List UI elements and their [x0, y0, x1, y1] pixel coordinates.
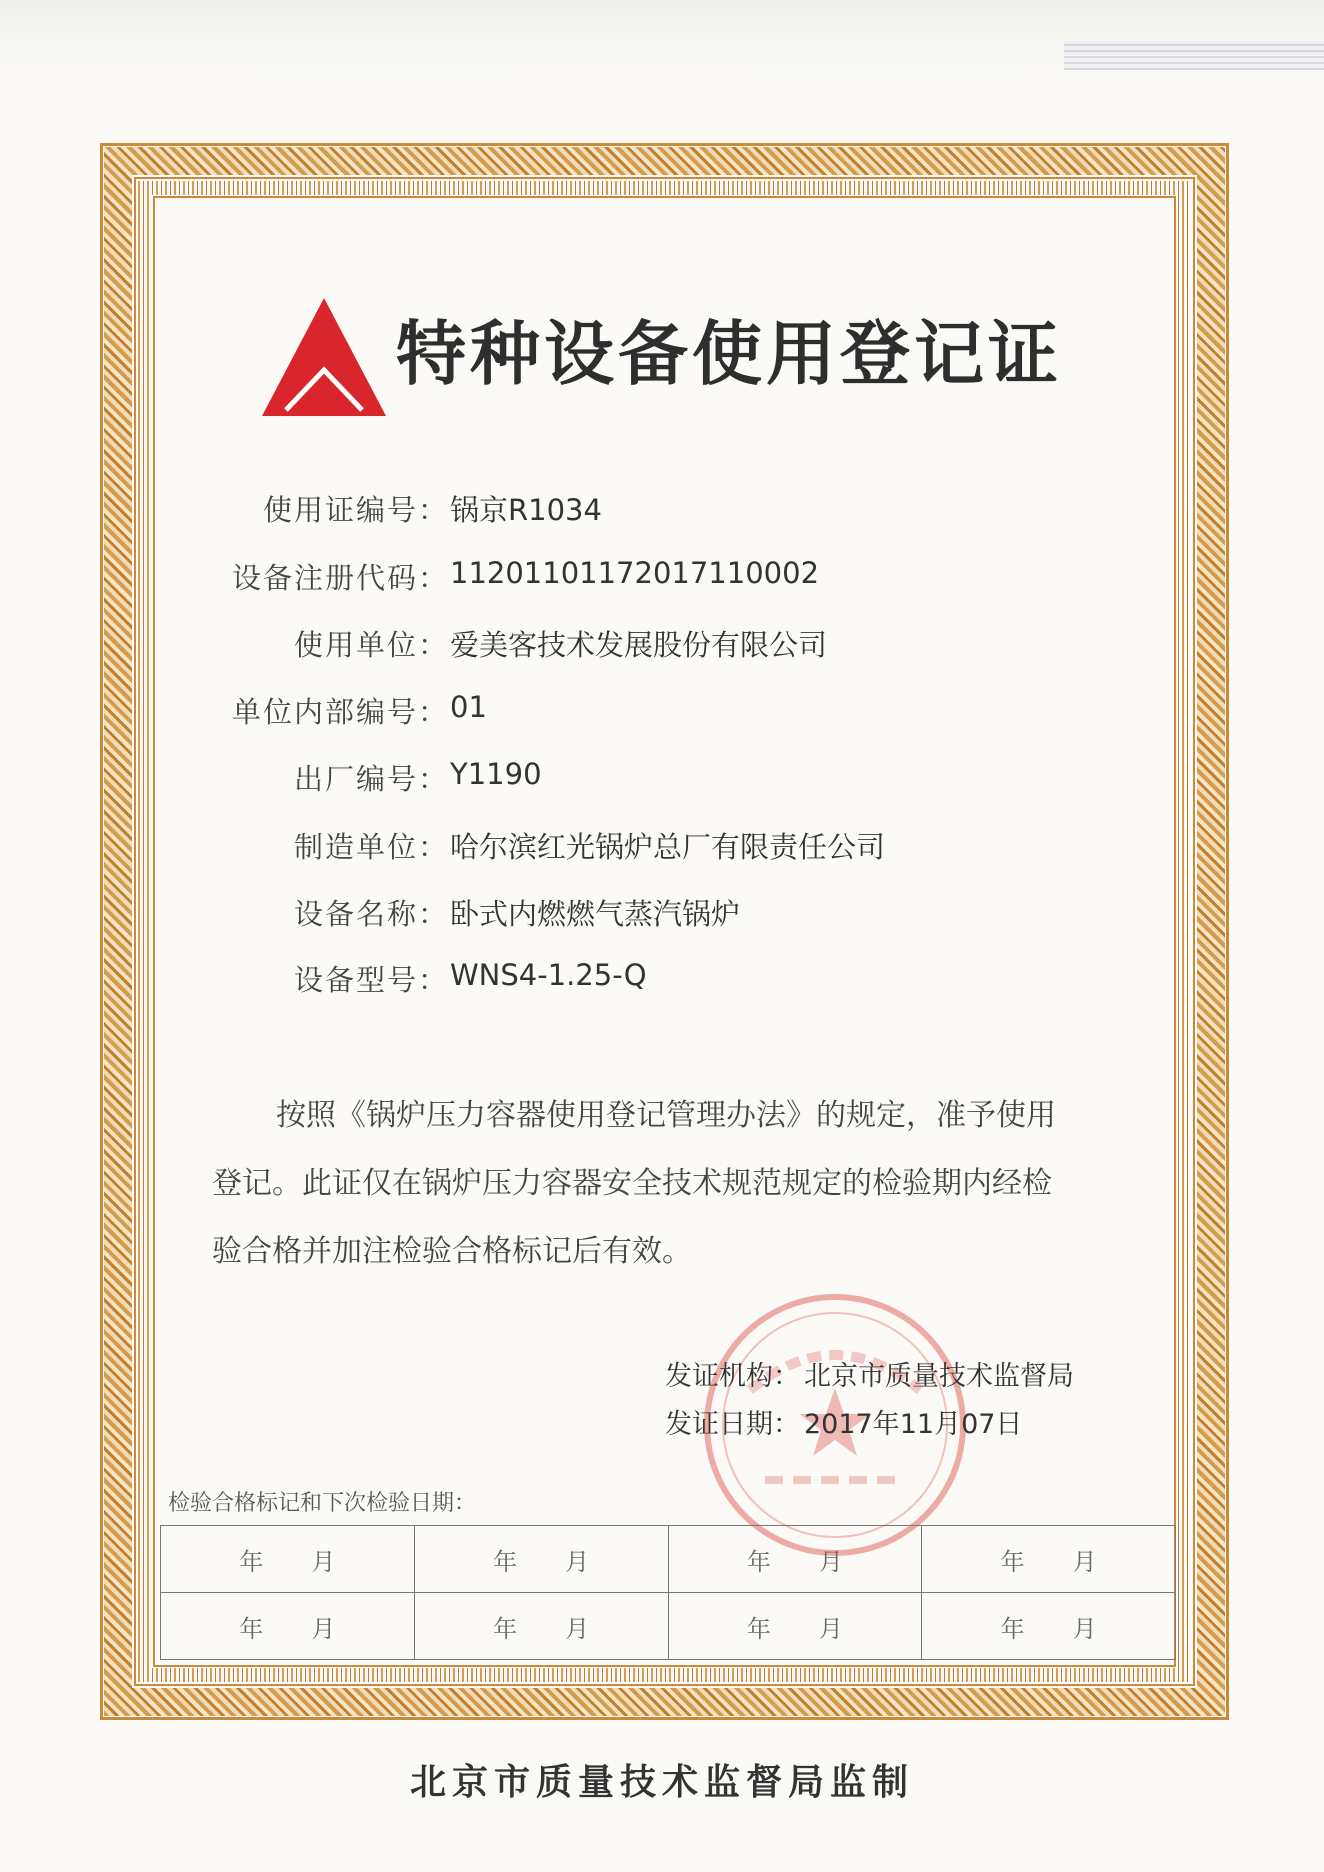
field-colon: ：: [418, 963, 448, 997]
field-label-user-unit: 使用单位: [293, 628, 418, 662]
inspection-cell: [414, 1526, 668, 1593]
field-value-equipment-name: 卧式内燃燃气蒸汽锅炉: [450, 897, 741, 931]
field-label-manufacturer: 制造单位: [293, 830, 418, 864]
footer-supervisor: 北京市质量技术监督局监制: [409, 1761, 914, 1803]
field-value-equipment-model: WNS4-1.25-Q: [450, 958, 647, 992]
field-colon: ：: [418, 897, 448, 931]
inspection-cell: [161, 1526, 415, 1593]
inspection-cell: [668, 1593, 922, 1660]
field-label-registration-code: 设备注册代码: [231, 561, 418, 595]
month-unit: 月: [1072, 1547, 1097, 1576]
field-value-cert-number: 锅京R1034: [450, 493, 602, 527]
statement-line: 验合格并加注检验合格标记后有效。: [212, 1234, 692, 1269]
year-unit: 年: [493, 1547, 518, 1576]
statement-paragraph: [212, 1082, 1092, 1286]
year-unit: 年: [239, 1614, 264, 1643]
field-value-registration-code: 11201101172017110002: [450, 556, 820, 590]
field-value-user-unit: 爱美客技术发展股份有限公司: [450, 628, 828, 662]
field-colon: ：: [418, 628, 448, 662]
month-unit: 月: [818, 1547, 843, 1576]
special-equipment-triangle-logo-icon: [262, 298, 386, 416]
inspection-cell: [668, 1526, 922, 1593]
field-value-factory-number: Y1190: [450, 757, 542, 791]
field-label-equipment-name: 设备名称: [293, 897, 418, 931]
field-label-factory-number: 出厂编号: [293, 762, 418, 796]
month-unit: 月: [311, 1547, 336, 1576]
field-value-manufacturer: 哈尔滨红光锅炉总厂有限责任公司: [450, 830, 886, 864]
field-value-internal-number: 01: [450, 690, 487, 724]
issuer-authority-value: 北京市质量技术监督局: [804, 1361, 1074, 1392]
year-unit: 年: [1000, 1547, 1025, 1576]
field-colon: ：: [418, 762, 448, 796]
year-unit: 年: [746, 1547, 771, 1576]
month-unit: 月: [311, 1614, 336, 1643]
year-unit: 年: [493, 1614, 518, 1643]
inspection-table: [160, 1525, 1176, 1660]
certificate-title: 特种设备使用登记证: [396, 312, 1062, 395]
month-unit: 月: [565, 1614, 590, 1643]
month-unit: 月: [565, 1547, 590, 1576]
field-colon: ：: [418, 695, 448, 729]
inspection-cell: [922, 1526, 1176, 1593]
issue-date-value: 2017年11月07日: [804, 1409, 1023, 1440]
statement-line: 按照《锅炉压力容器使用登记管理办法》的规定，准予使用: [276, 1098, 1056, 1133]
field-label-internal-number: 单位内部编号: [231, 695, 418, 729]
field-label-equipment-model: 设备型号: [293, 963, 418, 997]
inspection-cell: [161, 1593, 415, 1660]
month-unit: 月: [1072, 1614, 1097, 1643]
year-unit: 年: [1000, 1614, 1025, 1643]
table-row: [161, 1526, 1176, 1593]
year-unit: 年: [746, 1614, 771, 1643]
field-label-cert-number: 使用证编号: [262, 493, 418, 527]
statement-line: 登记。此证仅在锅炉压力容器安全技术规范规定的检验期内经检: [212, 1166, 1052, 1201]
inspection-cell: [414, 1593, 668, 1660]
field-colon: ：: [418, 830, 448, 864]
inspection-cell: [922, 1593, 1176, 1660]
month-unit: 月: [818, 1614, 843, 1643]
inspection-label: 检验合格标记和下次检验日期：: [168, 1491, 477, 1516]
year-unit: 年: [239, 1547, 264, 1576]
field-colon: ：: [418, 493, 448, 527]
field-colon: ：: [418, 561, 448, 595]
scan-edge: [0, 0, 1324, 70]
issue-date-label: 发证日期：: [665, 1409, 800, 1440]
issuer-authority-label: 发证机构：: [665, 1361, 800, 1392]
table-row: [161, 1593, 1176, 1660]
